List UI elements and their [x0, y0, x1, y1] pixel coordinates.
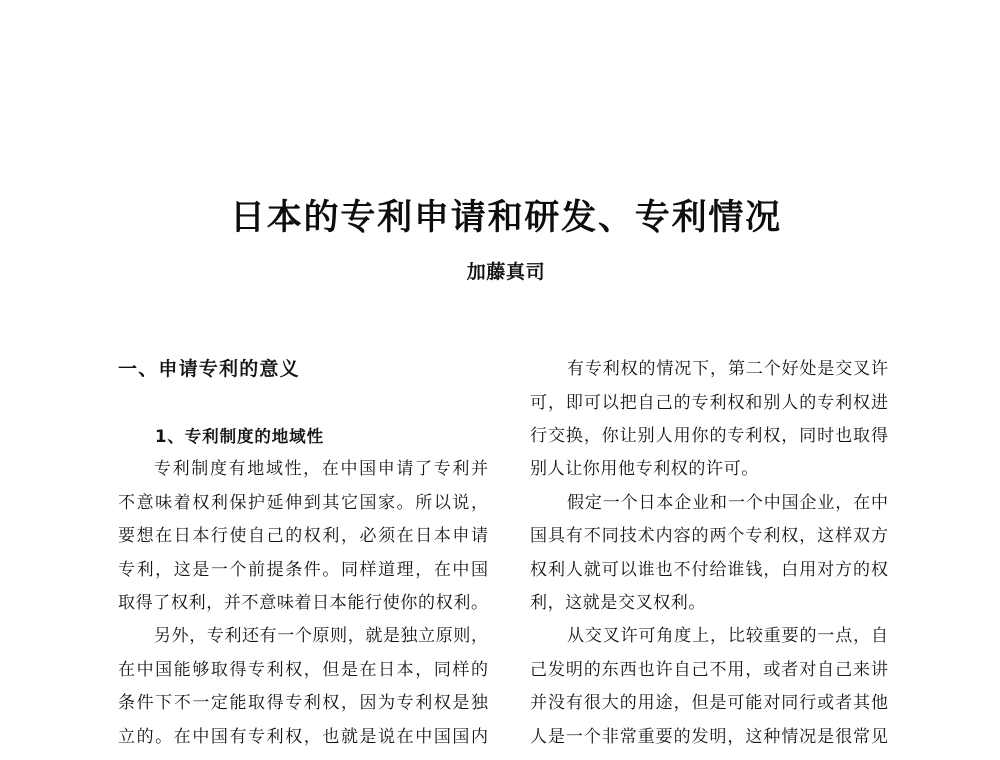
paragraph: [118, 620, 488, 754]
body-line: 己发明的东西也许自己不用，或者对自己来讲: [530, 659, 888, 680]
body-line: 在中国能够取得专利权，但是在日本，同样的: [118, 659, 488, 680]
body-line: 别人让你用他专利权的许可。: [530, 459, 759, 480]
paragraph: [530, 487, 888, 621]
body-line: 要想在日本行使自己的权利，必须在日本申请: [118, 526, 488, 547]
left-column: [118, 353, 488, 754]
body-line: 取得了权利，并不意味着日本能行使你的权利。: [118, 593, 488, 614]
spacer: [118, 387, 488, 420]
body-line: 不意味着权利保护延伸到其它国家。所以说，: [118, 492, 488, 513]
section-heading: 一、申请专利的意义: [118, 358, 300, 381]
subsection-heading: 1、专利制度的地域性: [155, 427, 324, 447]
body-line: 从交叉许可角度上，比较重要的一点，自: [567, 626, 888, 647]
body-line: 可，即可以把自己的专利权和别人的专利权进: [530, 392, 888, 413]
paragraph: [118, 453, 488, 620]
body-line: 条件下不一定能取得专利权，因为专利权是独: [118, 693, 488, 714]
right-column: [530, 353, 888, 754]
article-title: 日本的专利申请和研发、专利情况: [229, 198, 782, 238]
paragraph: [530, 353, 888, 487]
body-line: 利，这就是交叉权利。: [530, 593, 706, 614]
body-line: 国具有不同技术内容的两个专利权，这样双方: [530, 526, 888, 547]
body-line: 另外，专利还有一个原则，就是独立原则，: [154, 626, 488, 647]
body-line: 专利，这是一个前提条件。同样道理，在中国: [118, 559, 488, 580]
body-line: 专利制度有地域性，在中国申请了专利并: [154, 459, 488, 480]
body-line: 假定一个日本企业和一个中国企业，在中: [567, 492, 888, 513]
article-author: 加藤真司: [466, 261, 546, 283]
body-line: 人是一个非常重要的发明，这种情况是很常见: [530, 726, 888, 747]
body-line: 并没有很大的用途，但是可能对同行或者其他: [530, 693, 888, 714]
body-line: 立的。在中国有专利权，也就是说在中国国内: [118, 726, 488, 747]
body-line: 权利人就可以谁也不付给谁钱，白用对方的权: [530, 559, 888, 580]
body-line: 有专利权的情况下，第二个好处是交叉许: [567, 359, 888, 380]
body-line: 行交换，你让别人用你的专利权，同时也取得: [530, 426, 888, 447]
paragraph: [530, 620, 888, 754]
